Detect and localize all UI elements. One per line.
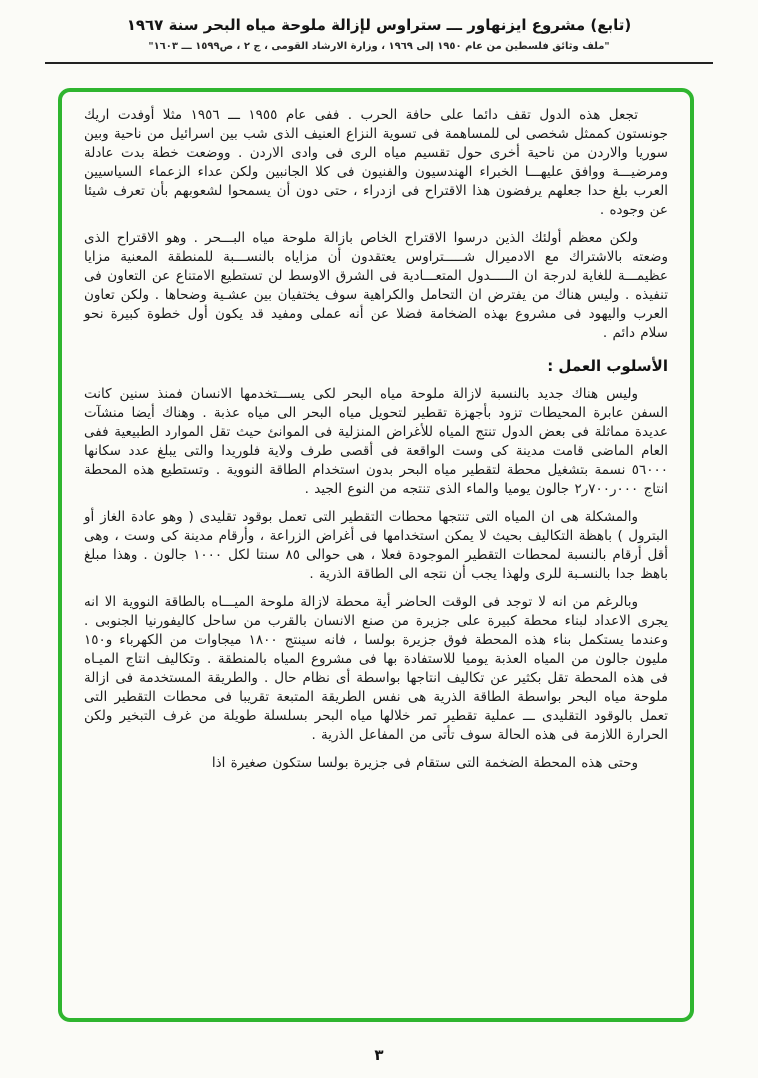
document-source-line: "ملف وثائق فلسطين من عام ١٩٥٠ إلى ١٩٦٩ ، وزارة الارشاد القومى ، ج ٢ ، ص١٥٩٩ ـــ ١٦٠٣" xyxy=(148,41,610,52)
page-number: ٣ xyxy=(374,1046,384,1064)
document-title: (تابع) مشروع ايزنهاور ـــ ستراوس لإزالة ملوحة مياه البحر سنة ١٩٦٧ xyxy=(126,16,632,34)
content-frame xyxy=(58,88,694,1022)
paragraph-body-2: والمشكلة هى ان المياه التى تنتجها محطات التقطير التى تعمل بوقود تقليدى ( وهو عادة الغاز أو البترول ) باهظة التكاليف بحيث لا يمكن استخدامها فى أغراض الزراعة ، وأرقام مدينة كى وست ، وهى أقل أرقام بالنسبة لمحطات التقطير الموجودة فعلا ، هى حوالى ٨٥ سنتا لكل ١٠٠٠ جالون . وهذا مبلغ باهظ جدا بالنسـبة للرى ولهذا يجب أن نتجه الى الطاقة الذرية . xyxy=(84,509,668,582)
paragraph-body-3: وبالرغم من انه لا توجد فى الوقت الحاضر أية محطة لازالة ملوحة الميـــاه بالطاقة النووية الا انه يجرى الاعداد لبناء محطة كبيرة على جزيرة من صنع الانسان بالقرب من ساحل كاليفورنيا الجنوبى . وعندما يستكمل بناء هذه المحطة فوق جزيرة بولسا ، فانه سينتج ١٨٠٠ ميجاوات من الكهرباء و١٥٠ مليون جالون من المياه العذبة يوميا للاستفادة بها فى مشروع المياه بالمنطقة . وتكاليف انتاج الميـاه فى هذه المحطة تقل بكثير عن تكاليف انتاجها بواسطة أى نظام حال . والطريقة المستخدمة فى ازالة ملوحة مياه البحر بواسطة الطاقة الذرية هى نفس الطريقة المتبعة تقريبا فى محطات التقطير التى تعمل بالوقود التقليدى ـــ عملية تقطير تمر خلالها مياه البحر بسلسلة طويلة من غرف التبخير ولكن الحرارة اللازمة فى هذه الحالة سوف تأتى من المفاعل الذرية . xyxy=(84,594,668,743)
document-header xyxy=(0,0,758,64)
section-heading: الأسلوب العمل : xyxy=(547,357,668,375)
header-divider xyxy=(45,62,713,64)
paragraph-body-4: وحتى هذه المحطة الضخمة التى ستقام فى جزيرة بولسا ستكون صغيرة اذا xyxy=(211,755,638,771)
paragraph-intro-1: تجعل هذه الدول تقف دائما على حافة الحرب . ففى عام ١٩٥٥ ـــ ١٩٥٦ مثلا أوفدت اريك جونستون كممثل شخصى لى للمساهمة فى تسوية النزاع العنيف الذى شب بين اسرائيل من ناحية وبين سوريا والاردن من ناحية أخرى حول تقسيم مياه الرى فى وادى الاردن . ووضعت خطة بدت عادلة ومرضيـــة ووافق عليهـــا الخبراء الهندسيون والفنيون فى كلا الجانبين ولكن عداء الزعماء السياسيين العرب بلغ حدا جعلهم يرفضون هذا الاقتراح فى ازدراء ، حتى دون أن يسمحوا لشعوبهم بأن تعرف شيئا عن وجوده . xyxy=(84,107,668,218)
paragraph-body-1: وليس هناك جديد بالنسبة لازالة ملوحة مياه البحر لكى يســـتخدمها الانسان فمنذ سنين كانت السفن عابرة المحيطات تزود بأجهزة تقطير لتحويل مياه البحر الى مياه عذبة . وهناك أيضا منشآت عديدة مماثلة فى بعض الدول تنتج المياه للأغراض المنزلية فى الموانئ حيث تقل الموارد الطبيعية ففى العام الماضى قامت مدينة كى وست الواقعة فى أقصى طرف ولاية فلوريدا والتى يبلغ عدد سكانها ٥٦٠٠٠ نسمة بتشغيل محطة لتقطير مياه البحر بدون استخدام الطاقة النووية . وتستطيع هذه المحطة انتاج ٠٠٠ر٧٠٠ر٢ جالون يوميا والماء الذى تنتجه من النوع الجيد . xyxy=(84,386,668,497)
paragraph-intro-2: ولكن معظم أولئك الذين درسوا الاقتراح الخاص بازالة ملوحة مياه البـــحر . وهو الاقتراح الذى وضعته بالاشتراك مع الادميرال شـــــتراوس يعتقدون أن مزاياه بالنســـبة للمنطقة المعنية مزايا عظيمـــة للغاية لدرجة ان الـــــدول المتعـــادية فى الشرق الاوسط لن تستطيع الامتناع عن التعاون فى تنفيذه . وليس هناك من يفترض ان التحامل والكراهية سوف يختفيان بين عشـية وضحاها . ولكن تعاون العرب واليهود فى مشروع بهذه الضخامة فضلا عن أنه عملى ومفيد قد يكون أول خطوة كبيرة نحو سلام دائم . xyxy=(84,230,668,341)
